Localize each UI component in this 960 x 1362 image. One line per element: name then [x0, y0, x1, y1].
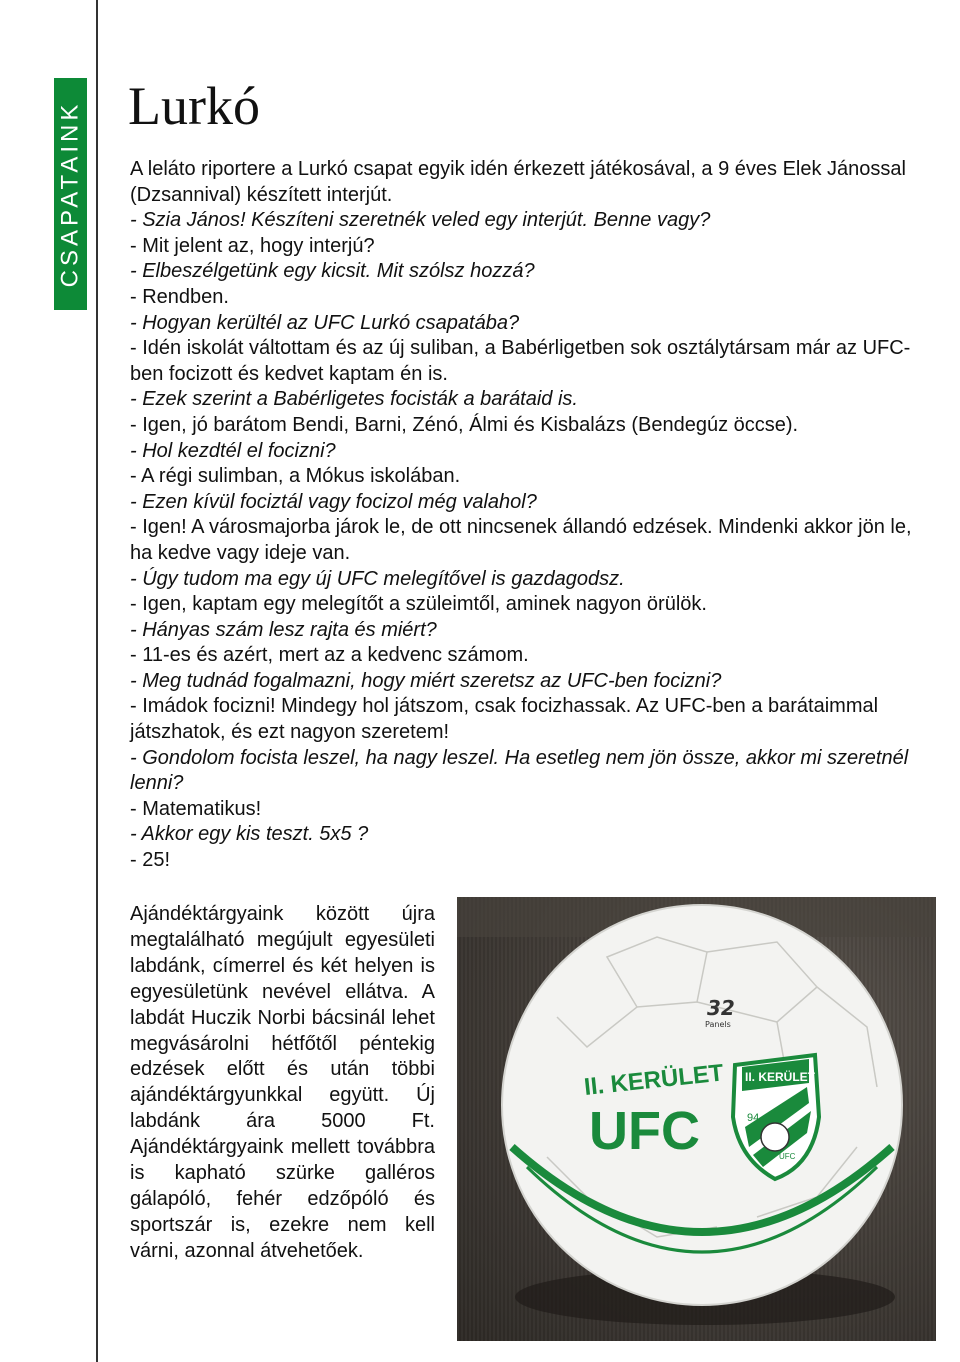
- section-tab: [54, 78, 87, 310]
- ball-panels-label: Panels: [705, 1020, 731, 1029]
- gift-paragraph: Ajándéktárgyaink között újra megtalálható megújult egyesületi labdánk, címerrel és két helyen is egyesületünk nevével ellátva. A labdát Huczik Norbi bácsinál lehet megvásárolni hétfőtől péntekig edzések előtt és után többi ajándéktárgyunkkal együtt. Új labdánk ára 5000 Ft. Ajándéktárgyaink mellett továbbra is kapható szürke galléros gálapóló, fehér edzőpóló és sportszár is, ezekre nem kell várni, azonnal átvehetőek.: [130, 903, 435, 1262]
- interview-question: - Elbeszélgetünk egy kicsit. Mit szólsz hozzá?: [130, 260, 535, 283]
- interview-line: - Igen, jó barátom Bendi, Barni, Zénó, Álmi és Kisbalázs (Bendegúz öccse).: [130, 413, 799, 436]
- section-tab-label: CSAPATAINK: [56, 100, 84, 288]
- interview-question: - Úgy tudom ma egy új UFC melegítővel is gazdagodsz.: [130, 567, 625, 590]
- interview-question: - Hogyan kerültél az UFC Lurkó csapatába?: [130, 311, 520, 334]
- interview-line: - Igen, kaptam egy melegítőt a szüleimtől, aminek nagyon örülök.: [130, 593, 707, 616]
- interview-question: - Akkor egy kis teszt. 5x5 ?: [130, 823, 369, 846]
- crest-abbr: UFC: [779, 1152, 796, 1161]
- interview-text: [130, 157, 930, 874]
- page-divider-line: [96, 0, 98, 1362]
- page-title: Lurkó: [128, 76, 260, 136]
- interview-line: - 25!: [130, 849, 171, 872]
- crest-title: II. KERÜLET: [745, 1070, 816, 1084]
- interview-line: A leláto riportere a Lurkó csapat egyik idén érkezett játékosával, a 9 éves Elek Jánossal (Dzsannival) készített interjút.: [130, 158, 906, 206]
- interview-question: - Meg tudnád fogalmazni, hogy miért szeretsz az UFC-ben focizni?: [130, 669, 722, 692]
- interview-question: - Ezek szerint a Babérligetes focisták a barátaid is.: [130, 388, 578, 411]
- interview-line: - Imádok focizni! Mindegy hol játszom, csak focizhassak. Az UFC-ben a barátaimmal játszhatok, és ezt nagyon szeretem!: [130, 695, 879, 744]
- interview-line: - Mit jelent az, hogy interjú?: [130, 234, 375, 257]
- interview-question: - Hol kezdtél el focizni?: [130, 439, 336, 462]
- interview-line: - Rendben.: [130, 285, 229, 308]
- interview-question: - Szia János! Készíteni szeretnék veled egy interjút. Benne vagy?: [130, 209, 711, 232]
- crest-year: 94: [747, 1112, 760, 1124]
- interview-question: - Gondolom focista leszel, ha nagy leszel. Ha esetleg nem jön össze, akkor mi szeretnél lenni?: [130, 746, 909, 795]
- interview-line: - Idén iskolát váltottam és az új suliban, a Babérligetben sok osztálytársam már az UFC-ben focizott és kedvet kaptam én is.: [130, 337, 911, 385]
- interview-question: - Ezen kívül fociztál vagy focizol még valahol?: [130, 490, 537, 513]
- ball-print-line2: UFC: [589, 1101, 700, 1161]
- interview-line: - 11-es és azért, mert az a kedvenc számom.: [130, 644, 529, 667]
- soccer-ball-image: [457, 897, 936, 1341]
- interview-question: - Hányas szám lesz rajta és miért?: [130, 618, 437, 641]
- ball-panels-number: 32: [707, 996, 735, 1020]
- interview-line: - Matematikus!: [130, 797, 262, 820]
- interview-line: - Igen! A városmajorba járok le, de ott nincsenek állandó edzések. Mindenki akkor jön le, ha kedve vagy ideje van.: [130, 516, 912, 564]
- interview-line: - A régi sulimban, a Mókus iskolában.: [130, 465, 461, 488]
- ball-photo: [457, 897, 936, 1341]
- gift-info: [130, 902, 435, 1265]
- ball-print-line1: II. KERÜLET: [582, 1059, 725, 1101]
